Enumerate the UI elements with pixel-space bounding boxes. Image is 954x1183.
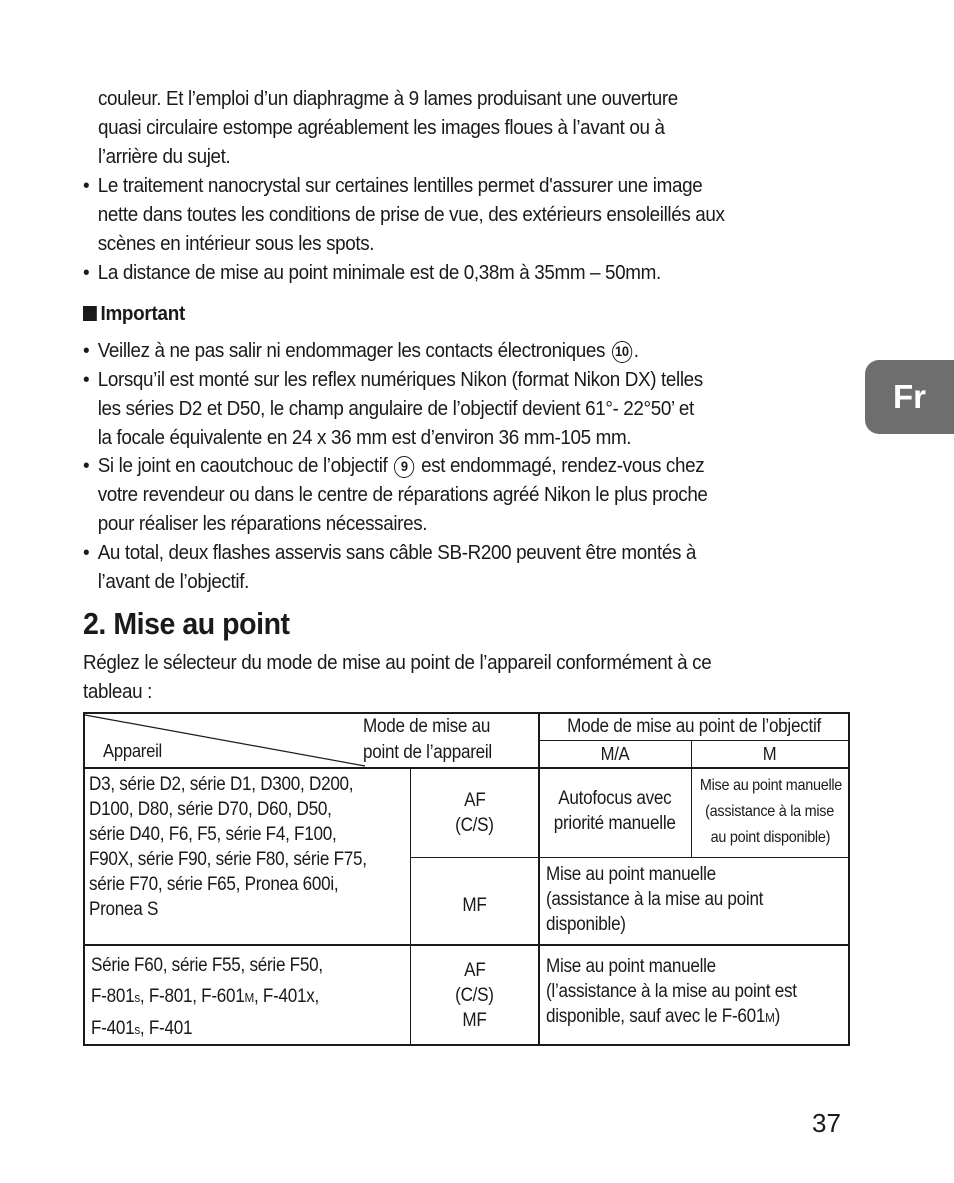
row1a-ma: Autofocus avec priorité manuelle <box>554 788 676 834</box>
row1a-m: Mise au point manuelle (assistance à la mise au point disponible) <box>699 777 843 846</box>
row1a-mode: AF (C/S) <box>455 790 494 836</box>
row2-lens: Mise au point manuelle (l’assistance à la mise au point est disponible, sauf avec le F-601M) <box>546 956 797 1027</box>
circled-number-icon: 9 <box>394 456 414 478</box>
header-m: M <box>763 743 777 764</box>
section-title: 2. Mise au point <box>83 606 290 641</box>
important-heading: Important <box>83 302 185 326</box>
table-border-right <box>848 712 850 1046</box>
section-intro: Réglez le sélecteur du mode de mise au point de l’appareil conformément à ce tableau : <box>83 651 712 703</box>
row1b-lens: Mise au point manuelle (assistance à la mise au point disponible) <box>546 864 764 935</box>
focus-mode-table <box>83 712 850 1046</box>
header-ma: M/A <box>600 743 630 764</box>
language-tab: Fr <box>865 360 954 434</box>
header-camera-mode: Mode de mise au point de l’appareil <box>363 716 492 763</box>
square-bullet-icon <box>83 306 97 321</box>
page-number: 37 <box>812 1108 841 1138</box>
row2-cameras: Série F60, série F55, série F50, F-801s, F-801, F-601M, F-401x, F-401s, F-401 <box>91 955 323 1039</box>
header-lens-mode: Mode de mise au point de l’objectif <box>567 716 821 737</box>
row-divider-af-mf <box>410 857 850 858</box>
header-appareil: Appareil <box>103 740 162 761</box>
row1-cameras: D3, série D2, série D1, D300, D200, D100, D80, série D70, D60, D50, série D40, F6, F5, série F4, F100, F90X, série F90, série F80, série F75, série F70, série F65, Pronea 600i, Pronea S <box>89 774 367 920</box>
circled-number-icon: 10 <box>612 341 632 363</box>
continuation-paragraph: couleur. Et l’emploi d’un diaphragme à 9 lames produisant une ouverture quasi circulaire estompe agréablement les images floues à l’avant ou à l’arrière du sujet. <box>98 87 678 168</box>
row1b-mode: MF <box>462 895 487 916</box>
row2-mode: AF (C/S) MF <box>455 960 494 1031</box>
row-divider-group <box>83 944 850 946</box>
